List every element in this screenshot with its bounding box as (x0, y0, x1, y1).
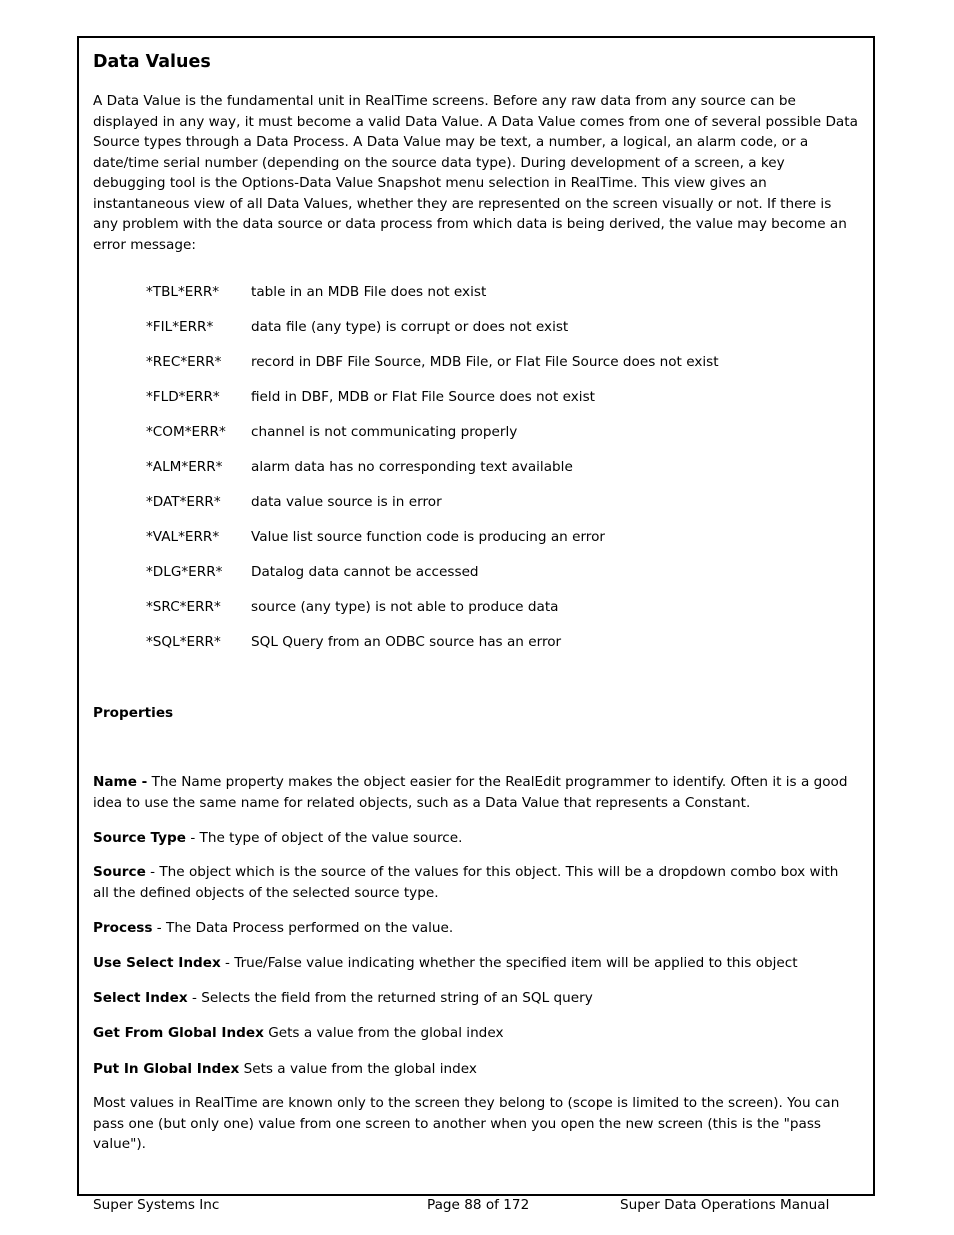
property-label: Get From Global Index (93, 1025, 264, 1041)
page-title: Data Values (93, 52, 211, 72)
property-source (93, 862, 858, 903)
error-description: field in DBF, MDB or Flat File Source does not exist (251, 389, 595, 405)
properties-heading: Properties (93, 705, 174, 721)
property-text: Gets a value from the global index (263, 1025, 504, 1041)
footer-company: Super Systems Inc (93, 1197, 220, 1213)
property-use-select-index (93, 953, 858, 974)
property-label: Process (93, 920, 153, 936)
error-row (146, 492, 846, 527)
error-code: *SQL*ERR* (146, 634, 221, 650)
property-put-in-global-index (93, 1059, 858, 1080)
property-process (93, 918, 858, 939)
closing-paragraph: Most values in RealTime are known only to the screen they belong to (scope is limited to the screen). You can pass one (but only one) value from one screen to another when you open the new screen (this is the "pass value"). (93, 1095, 840, 1152)
error-description: data value source is in error (251, 494, 442, 510)
error-code: *DLG*ERR* (146, 564, 223, 580)
error-description: data file (any type) is corrupt or does not exist (251, 319, 569, 335)
property-label: Put In Global Index (93, 1061, 240, 1077)
error-code: *REC*ERR* (146, 354, 222, 370)
intro-paragraph: A Data Value is the fundamental unit in RealTime screens. Before any raw data from any source can be displayed in any way, it must become a valid Data Value. A Data Value comes from one of several possible Data Source types through a Data Process. A Data Value may be text, a number, a logical, an alarm code, or a date/time serial number (depending on the source data type). During development of a screen, a key debugging tool is the Options-Data Value Snapshot menu selection in RealTime. This view gives an instantaneous view of all Data Values, whether they are represented on the screen visually or not. If there is any problem with the data source or data process from which data is being derived, the value may become an error message: (93, 93, 858, 253)
property-text: The Name property makes the object easier for the RealEdit programmer to identify. Often it is a good idea to use the same name for related objects, such as a Data Value that represents a Constant. (93, 774, 848, 811)
error-code: *FLD*ERR* (146, 389, 220, 405)
error-description: source (any type) is not able to produce data (251, 599, 559, 615)
property-text: - The Data Process performed on the value. (152, 920, 454, 936)
error-code: *VAL*ERR* (146, 529, 220, 545)
error-description: Datalog data cannot be accessed (251, 564, 479, 580)
property-get-from-global-index (93, 1023, 858, 1044)
error-row (146, 282, 846, 317)
footer-page-number: Page 88 of 172 (427, 1197, 530, 1213)
error-code: *COM*ERR* (146, 424, 226, 440)
property-source-type (93, 828, 858, 849)
property-label: Source (93, 864, 146, 880)
error-description: record in DBF File Source, MDB File, or Flat File Source does not exist (251, 354, 719, 370)
property-text: - The type of object of the value source. (186, 830, 463, 846)
property-label: Use Select Index (93, 955, 221, 971)
error-row (146, 527, 846, 562)
property-text: - True/False value indicating whether the specified item will be applied to this object (220, 955, 798, 971)
error-row (146, 352, 846, 387)
error-list (146, 282, 846, 667)
error-description: table in an MDB File does not exist (251, 284, 487, 300)
error-row (146, 422, 846, 457)
property-label: Source Type (93, 830, 186, 846)
error-row (146, 597, 846, 632)
property-text: - The object which is the source of the values for this object. This will be a dropdown combo box with all the defined objects of the selected source type. (93, 864, 839, 901)
error-description: alarm data has no corresponding text available (251, 459, 573, 475)
property-select-index (93, 988, 858, 1009)
error-row (146, 387, 846, 422)
property-text: - Selects the field from the returned string of an SQL query (187, 990, 593, 1006)
error-row (146, 317, 846, 352)
error-row (146, 457, 846, 492)
error-description: Value list source function code is producing an error (251, 529, 606, 545)
error-code: *TBL*ERR* (146, 284, 220, 300)
error-code: *SRC*ERR* (146, 599, 221, 615)
property-name (93, 772, 858, 813)
error-description: channel is not communicating properly (251, 424, 518, 440)
error-row (146, 632, 846, 667)
error-code: *FIL*ERR* (146, 319, 214, 335)
property-text: Sets a value from the global index (239, 1061, 477, 1077)
property-label: Select Index (93, 990, 188, 1006)
error-code: *ALM*ERR* (146, 459, 223, 475)
property-label: Name - (93, 774, 148, 790)
error-row (146, 562, 846, 597)
error-description: SQL Query from an ODBC source has an error (251, 634, 562, 650)
error-code: *DAT*ERR* (146, 494, 221, 510)
footer-manual-title: Super Data Operations Manual (620, 1197, 830, 1213)
